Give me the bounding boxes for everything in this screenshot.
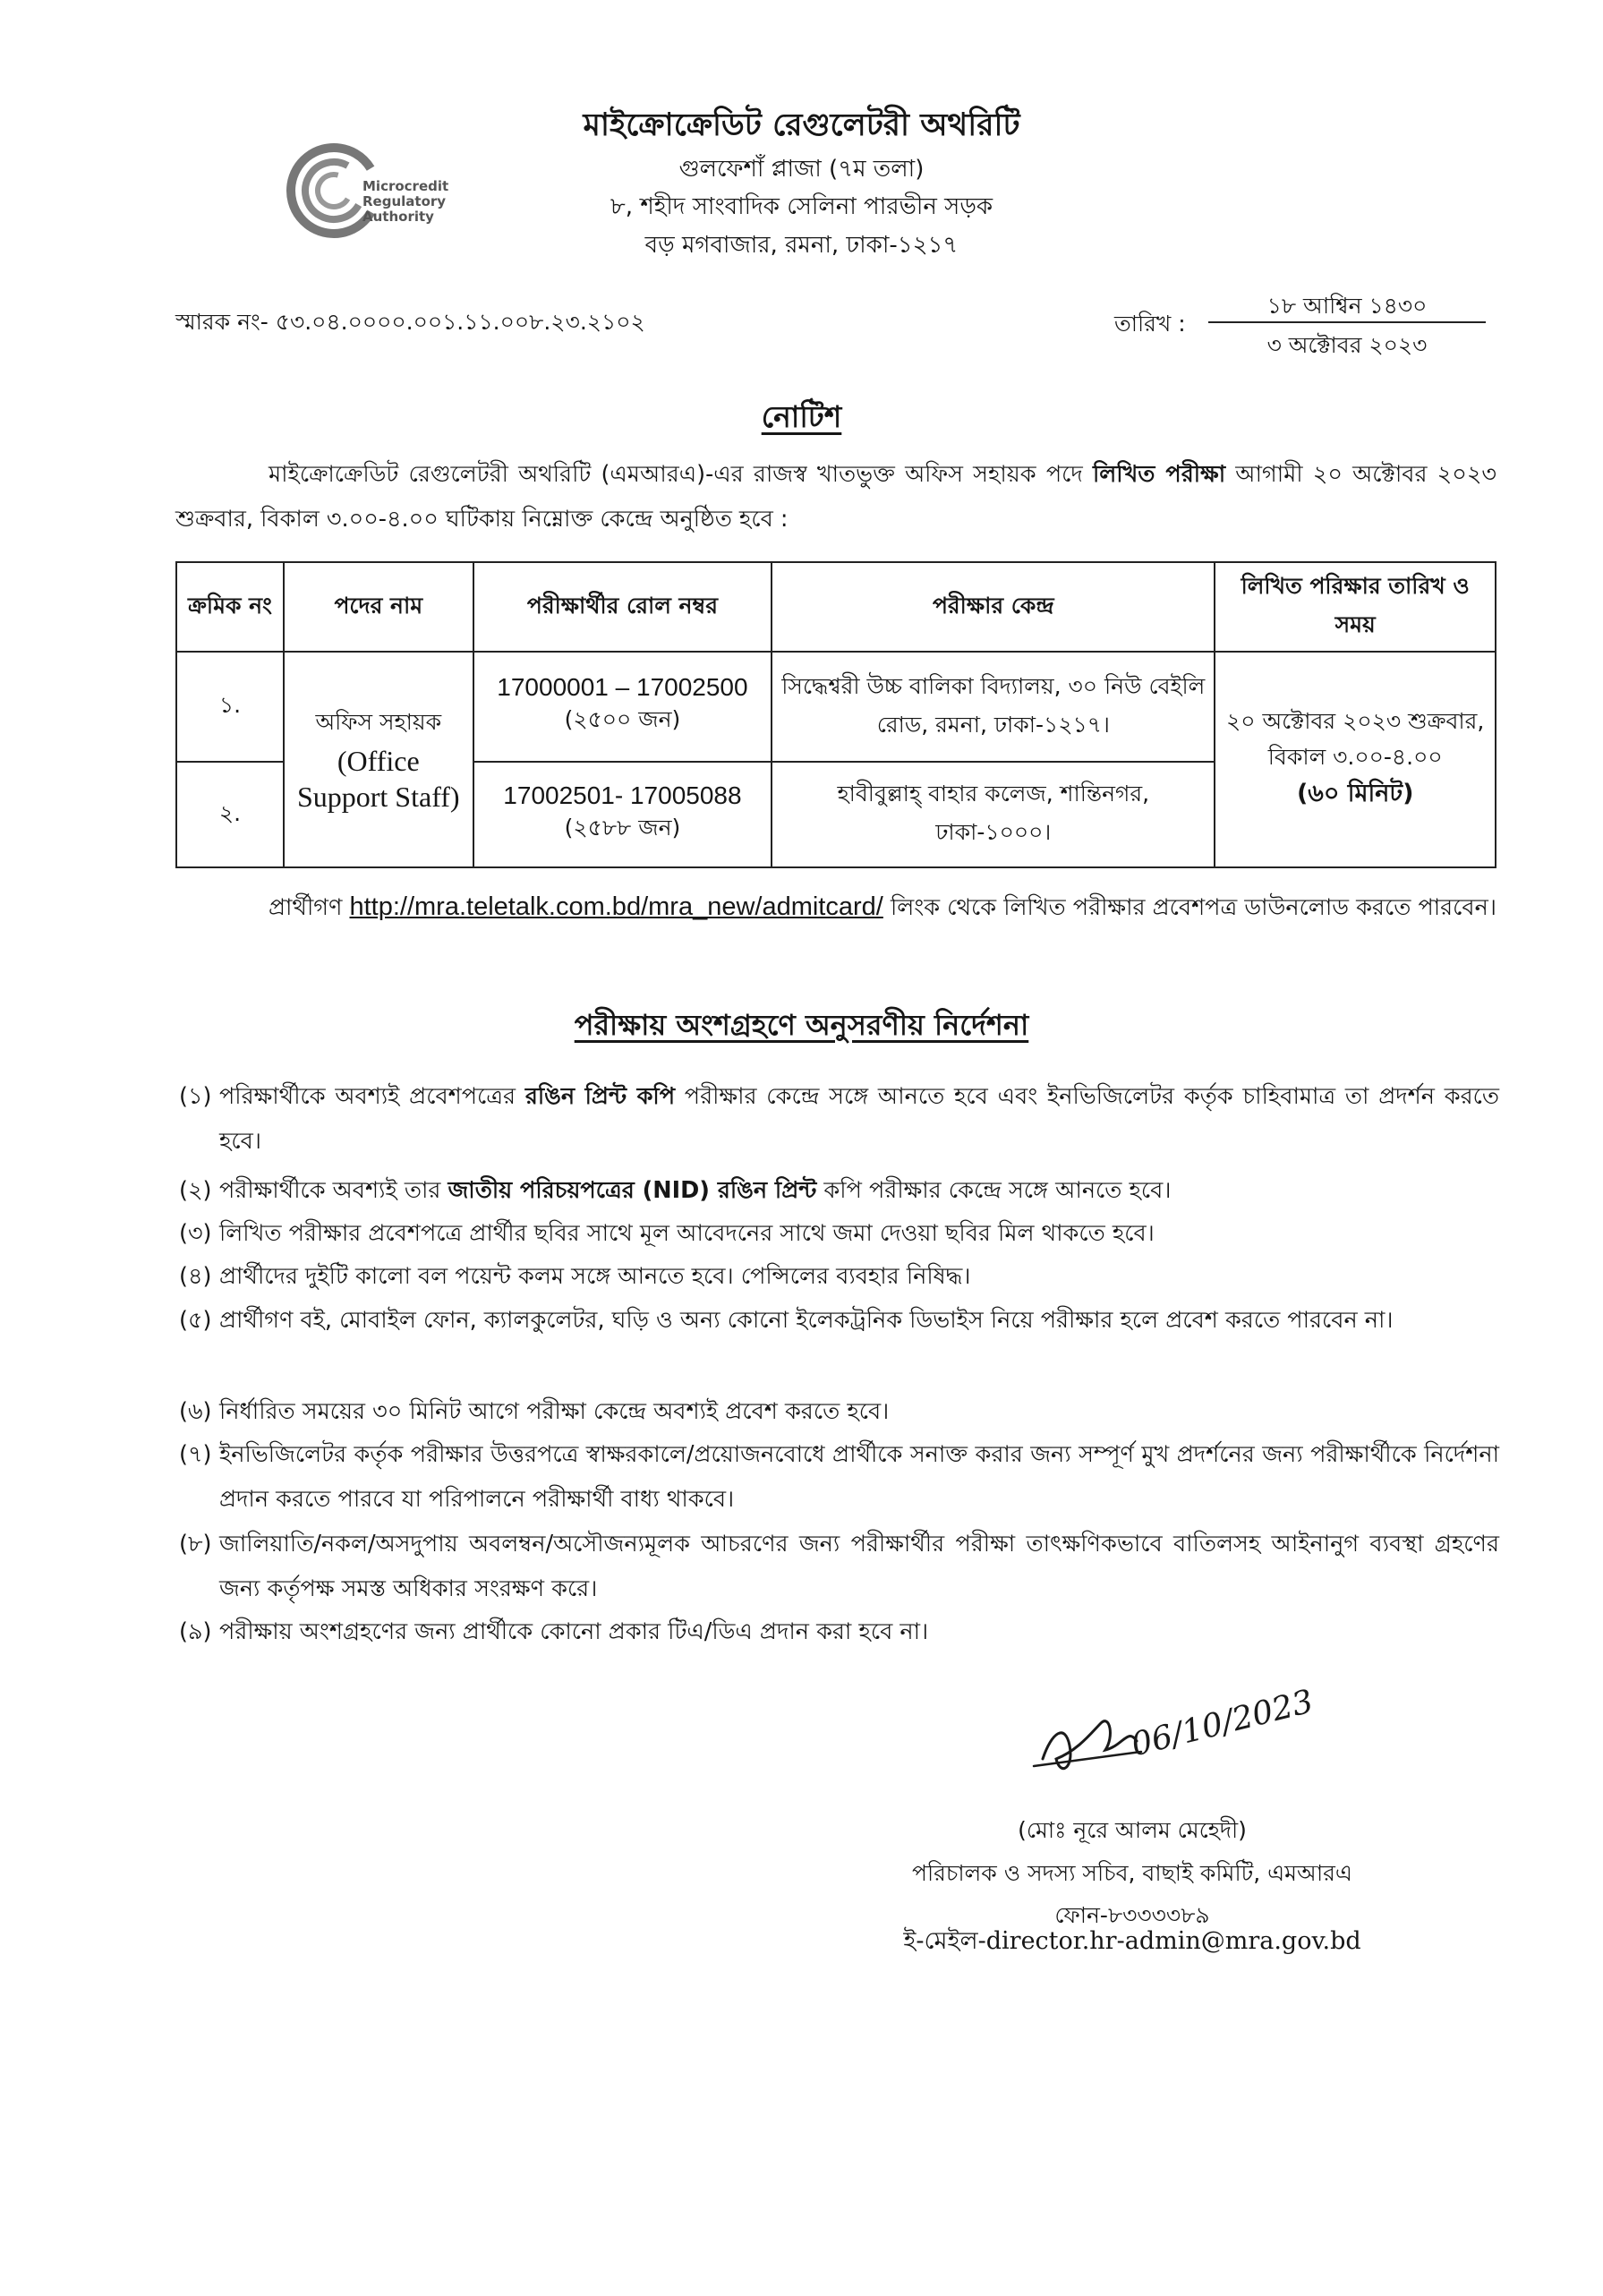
address-line-3: বড় মগবাজার, রমনা, ঢাকা-১২১৭ [644, 232, 959, 259]
header-datetime: লিখিত পরিক্ষার তারিখ ও সময় [1215, 562, 1496, 652]
table-row [176, 652, 1496, 762]
instructions-title: পরীক্ষায় অংশগ্রহণে অনুসরণীয় নির্দেশনা [574, 1008, 1029, 1042]
header-center: পরীক্ষার কেন্দ্র [772, 562, 1215, 652]
signer-name: (মোঃ নূরে আলম মেহেদী) [1018, 1817, 1247, 1843]
header-serial: ক্রমিক নং [176, 562, 284, 652]
serial-cell: ১. [176, 652, 284, 762]
list-item: (৯) পরীক্ষায় অংশগ্রহণের জন্য প্রার্থীকে কোনো প্রকার টিএ/ডিএ প্রদান করা হবে না। [179, 1618, 929, 1645]
notice-title: নোটিশ [761, 399, 842, 434]
signer-designation: পরিচালক ও সদস্য সচিব, বাছাই কমিটি, এমআরএ [912, 1860, 1352, 1886]
roll-cell: 17000001 – 17002500 (২৫০০ জন) [473, 652, 772, 762]
list-item: (৭) ইনভিজিলেটর কর্তৃক পরীক্ষার উত্তরপত্রে স্বাক্ষরকালে/প্রয়োজনবোধে প্রার্থীকে সনাক্ত করার জন্য সম্পূর্ণ মুখ প্রদর্শনের জন্য পরীক্ষার্থীকে নির্দেশনা প্রদান করতে পারবে যা পরিপালনে পরীক্ষার্থী বাধ্য থাকবে। [179, 1441, 1499, 1513]
date-divider [1208, 321, 1486, 323]
list-item: (৩) লিখিত পরীক্ষার প্রবেশপত্রে প্রার্থীর ছবির সাথে মূল আবেদনের সাথে জমা দেওয়া ছবির মিল থাকতে হবে। [179, 1220, 1155, 1247]
list-item: (৮) জালিয়াতি/নকল/অসদুপায় অবলম্বন/অসৌজন্যমূলক আচরণের জন্য পরীক্ষার্থীর পরীক্ষা তাৎক্ষণিকভাবে বাতিলসহ আইনানুগ ব্যবস্থা গ্রহণের জন্য কর্তৃপক্ষ সমস্ত অধিকার সংরক্ষণ করে। [179, 1531, 1499, 1602]
admit-card-paragraph: প্রার্থীগণ http://mra.teletalk.com.bd/mra_new/admitcard/ লিংক থেকে লিখিত পরীক্ষার প্রবেশপত্র ডাউনলোড করতে পারবেন। [269, 892, 1496, 921]
datetime-cell: ২০ অক্টোবর ২০২৩ শুক্রবার, বিকাল ৩.০০-৪.০০ (৬০ মিনিট) [1215, 652, 1496, 867]
list-item: (১) পরিক্ষার্থীকে অবশ্যই প্রবেশপত্রের রঙিন প্রিন্ট কপি পরীক্ষার কেন্দ্রে সঙ্গে আনতে হবে এবং ইনভিজিলেটর কর্তৃক চাহিবামাত্র তা প্রদর্শন করতে হবে। [179, 1083, 1499, 1155]
signer-phone: ফোন-৮৩৩৩৩৮৯ [1054, 1902, 1210, 1928]
address-line-2: ৮, শহীদ সাংবাদিক সেলিনা পারভীন সড়ক [610, 193, 993, 220]
list-item: (৪) প্রার্থীদের দুইটি কালো বল পয়েন্ট কলম সঙ্গে আনতে হবে। পেন্সিলের ব্যবহার নিষিদ্ধ। [179, 1263, 971, 1290]
org-name: মাইক্রোক্রেডিট রেগুলেটরী অথরিটি [583, 107, 1020, 143]
roll-cell: 17002501- 17005088 (২৫৮৮ জন) [473, 762, 772, 867]
table-header-row [176, 562, 1496, 652]
address-line-1: গুলফেশাঁ প্লাজা (৭ম তলা) [678, 156, 925, 183]
exam-schedule-table [175, 561, 1496, 868]
center-cell: হাবীবুল্লাহ্ বাহার কলেজ, শান্তিনগর, ঢাকা-১০০০। [772, 762, 1215, 867]
header-post: পদের নাম [284, 562, 473, 652]
date-english: ৩ অক্টোবর ২০২৩ [1266, 332, 1428, 358]
center-cell: সিদ্ধেশ্বরী উচ্চ বালিকা বিদ্যালয়, ৩০ নিউ বেইলি রোড, রমনা, ঢাকা-১২১৭। [772, 652, 1215, 762]
date-label: তারিখ : [1114, 311, 1186, 337]
signer-email: ই-মেইল-director.hr-admin@mra.gov.bd [903, 1927, 1361, 1955]
list-item: (৬) নির্ধারিত সময়ের ৩০ মিনিট আগে পরীক্ষা কেন্দ্রে অবশ্যই প্রবেশ করতে হবে। [179, 1398, 890, 1425]
intro-paragraph: মাইক্রোক্রেডিট রেগুলেটরী অথরিটি (এমআরএ)-এর রাজস্ব খাতভুক্ত অফিস সহায়ক পদে লিখিত পরীক্ষা আগামী ২০ অক্টোবর ২০২৩ শুক্রবার, বিকাল ৩.০০-৪.০০ ঘটিকায় নিম্নোক্ত কেন্দ্রে অনুষ্ঠিত হবে : [175, 461, 1496, 533]
post-cell: অফিস সহায়ক (Office Support Staff) [284, 652, 473, 867]
header-roll: পরীক্ষার্থীর রোল নম্বর [473, 562, 772, 652]
list-item: (৫) প্রার্থীগণ বই, মোবাইল ফোন, ক্যালকুলেটর, ঘড়ি ও অন্য কোনো ইলেকট্রনিক ডিভাইস নিয়ে পরীক্ষার হলে প্রবেশ করতে পারবেন না। [179, 1307, 1394, 1334]
memo-number: স্মারক নং- ৫৩.০৪.০০০০.০০১.১১.০০৮.২৩.২১০২ [175, 309, 645, 335]
logo-wordmark: Microcredit Regulatory Authority [362, 178, 449, 225]
list-item: (২) পরীক্ষার্থীকে অবশ্যই তার জাতীয় পরিচয়পত্রের (NID) রঙিন প্রিন্ট কপি পরীক্ষার কেন্দ্রে সঙ্গে আনতে হবে। [179, 1177, 1172, 1204]
date-bangla: ১৮ আশ্বিন ১৪৩০ [1266, 293, 1428, 319]
handwritten-date: 06/10/2023 [1128, 1683, 1317, 1764]
serial-cell: ২. [176, 762, 284, 867]
admit-card-link[interactable]: http://mra.teletalk.com.bd/mra_new/admitcard/ [349, 892, 883, 921]
